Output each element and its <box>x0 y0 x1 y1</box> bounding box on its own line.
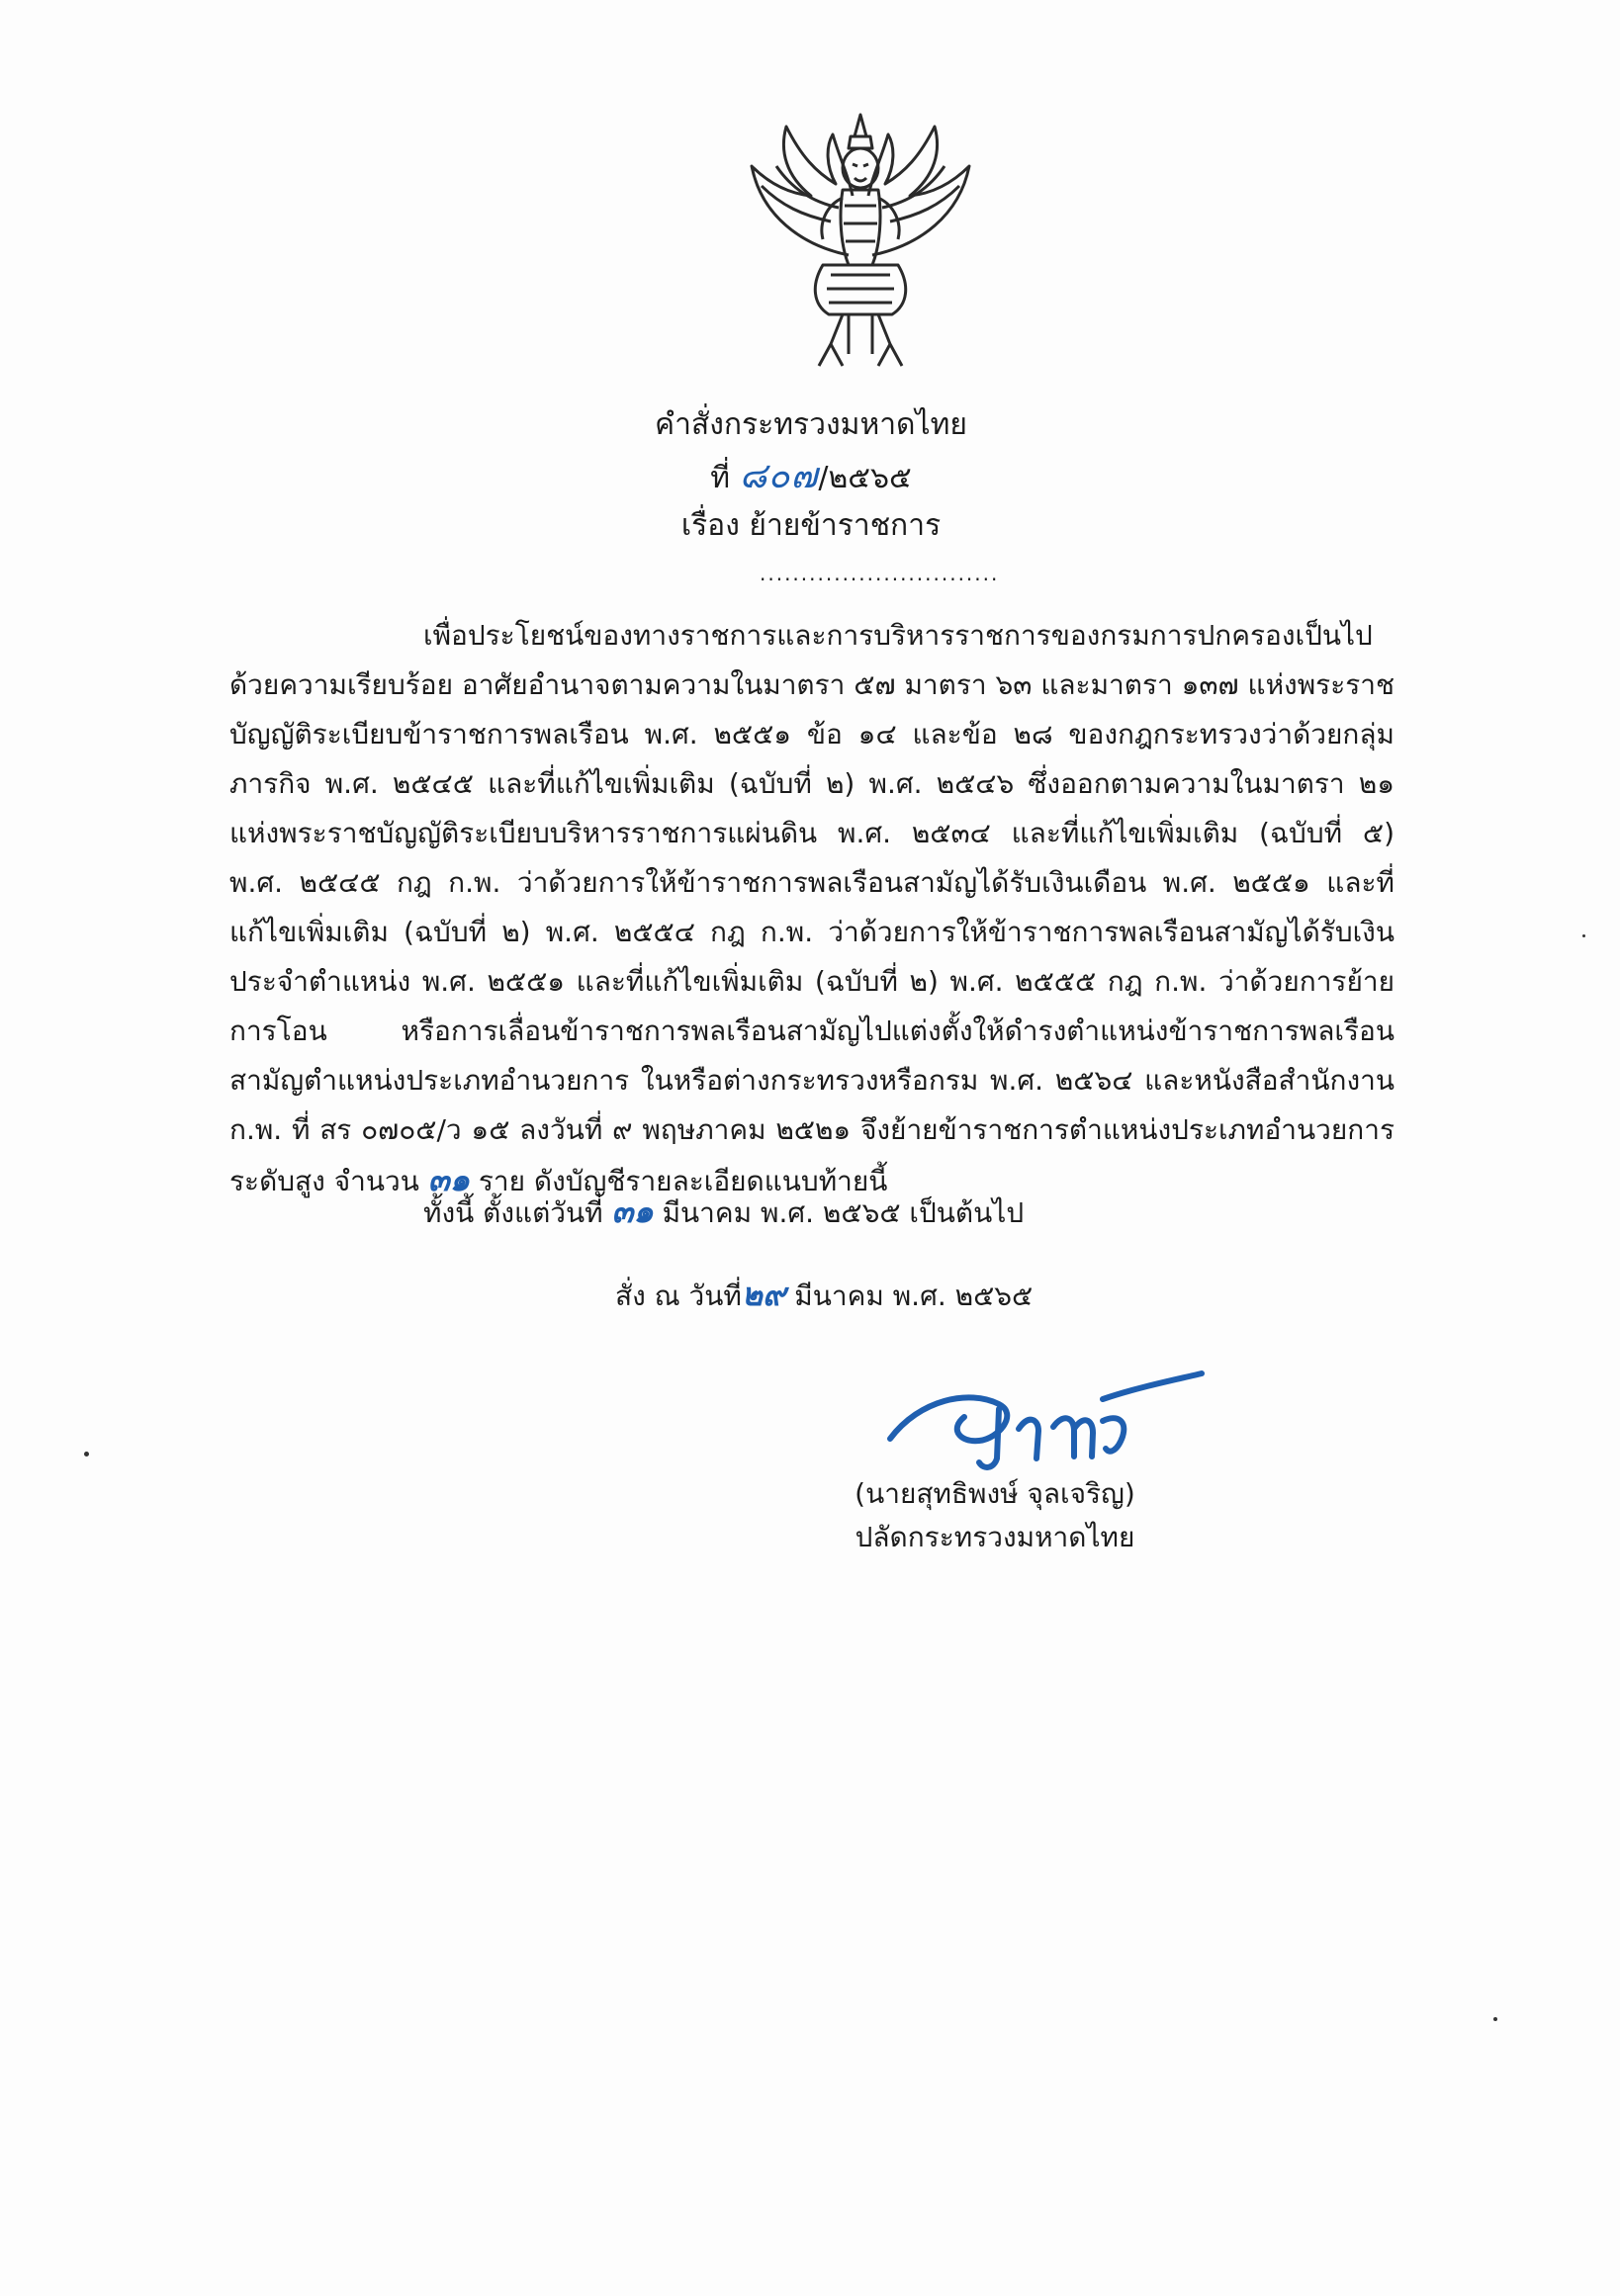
scan-speck <box>84 1452 89 1457</box>
order-number-handwritten: ๘๐๗ <box>739 456 819 496</box>
garuda-emblem-icon <box>732 107 989 374</box>
given-date-line <box>615 1270 1228 1321</box>
effective-suffix: มีนาคม พ.ศ. ๒๕๖๕ เป็นต้นไป <box>662 1196 1025 1229</box>
order-body <box>229 611 1395 1206</box>
body-paragraph-text: เพื่อประโยชน์ของทางราชการและการบริหารราชการของกรมการปกครองเป็นไปด้วยความเรียบร้อย อาศัยอำนาจตามความในมาตรา ๕๗ มาตรา ๖๓ และมาตรา ๑๓๗ แห่งพระราชบัญญัติระเบียบข้าราชการพลเรือน พ.ศ. ๒๕๕๑ ข้อ ๑๔ และข้อ ๒๘ ของกฎกระทรวงว่าด้วยกลุ่มภารกิจ พ.ศ. ๒๕๔๕ และที่แก้ไขเพิ่มเติม (ฉบับที่ ๒) พ.ศ. ๒๕๔๖ ซึ่งออกตามความในมาตรา ๒๑ แห่งพระราชบัญญัติระเบียบบริหารราชการแผ่นดิน พ.ศ. ๒๕๓๔ และที่แก้ไขเพิ่มเติม (ฉบับที่ ๕) พ.ศ. ๒๕๔๕ กฎ ก.พ. ว่าด้วยการให้ข้าราชการพลเรือนสามัญได้รับเงินเดือน พ.ศ. ๒๕๕๑ และที่แก้ไขเพิ่มเติม (ฉบับที่ ๒) พ.ศ. ๒๕๕๔ กฎ ก.พ. ว่าด้วยการให้ข้าราชการพลเรือนสามัญได้รับเงินประจำตำแหน่ง พ.ศ. ๒๕๕๑ และที่แก้ไขเพิ่มเติม (ฉบับที่ ๒) พ.ศ. ๒๕๕๕ กฎ ก.พ. ว่าด้วยการย้าย การโอน หรือการเลื่อนข้าราชการพลเรือนสามัญไปแต่งตั้งให้ดำรงตำแหน่งข้าราชการพลเรือนสามัญตำแหน่งประเภทอำนวยการ ในหรือต่างกระทรวงหรือกรม พ.ศ. ๒๕๖๔ และหนังสือสำนักงาน ก.พ. ที่ สร ๐๗๐๕/ว ๑๕ ลงวันที่ ๙ พฤษภาคม ๒๕๒๑ จึงย้ายข้าราชการตำแหน่งประเภทอำนวยการ ระดับสูง จำนวน <box>229 619 1395 1197</box>
transfer-count: ๓๑ <box>427 1161 470 1198</box>
header-divider: ............................. <box>760 562 1000 585</box>
handwritten-signature <box>880 1360 1207 1478</box>
given-day-handwritten: ๒๙ <box>741 1276 786 1313</box>
body-paragraph <box>229 611 1395 1206</box>
order-number-suffix: /๒๕๖๕ <box>818 461 912 495</box>
order-subject: เรื่อง ย้ายข้าราชการ <box>680 508 942 543</box>
signatory-position: ปลัดกระทรวงมหาดไทย <box>855 1521 1135 1553</box>
scan-speck <box>1493 2017 1497 2021</box>
order-title: คำสั่งกระทรวงมหาดไทย <box>655 407 967 442</box>
given-suffix: มีนาคม พ.ศ. ๒๕๖๕ <box>794 1280 1034 1312</box>
order-number <box>554 457 1068 498</box>
effective-day: ๓๑ <box>611 1192 654 1230</box>
scan-speck <box>1582 934 1585 937</box>
effective-prefix: ทั้งนี้ ตั้งแต่วันที่ <box>423 1196 603 1229</box>
effective-date-line <box>423 1187 1215 1238</box>
given-prefix: สั่ง ณ วันที่ <box>615 1280 742 1312</box>
signatory-name: (นายสุทธิพงษ์ จุลเจริญ) <box>855 1477 1135 1510</box>
order-number-prefix: ที่ <box>710 461 731 495</box>
body-paragraph-end: ราย ดังบัญชีรายละเอียดแนบท้ายนี้ <box>478 1165 888 1197</box>
